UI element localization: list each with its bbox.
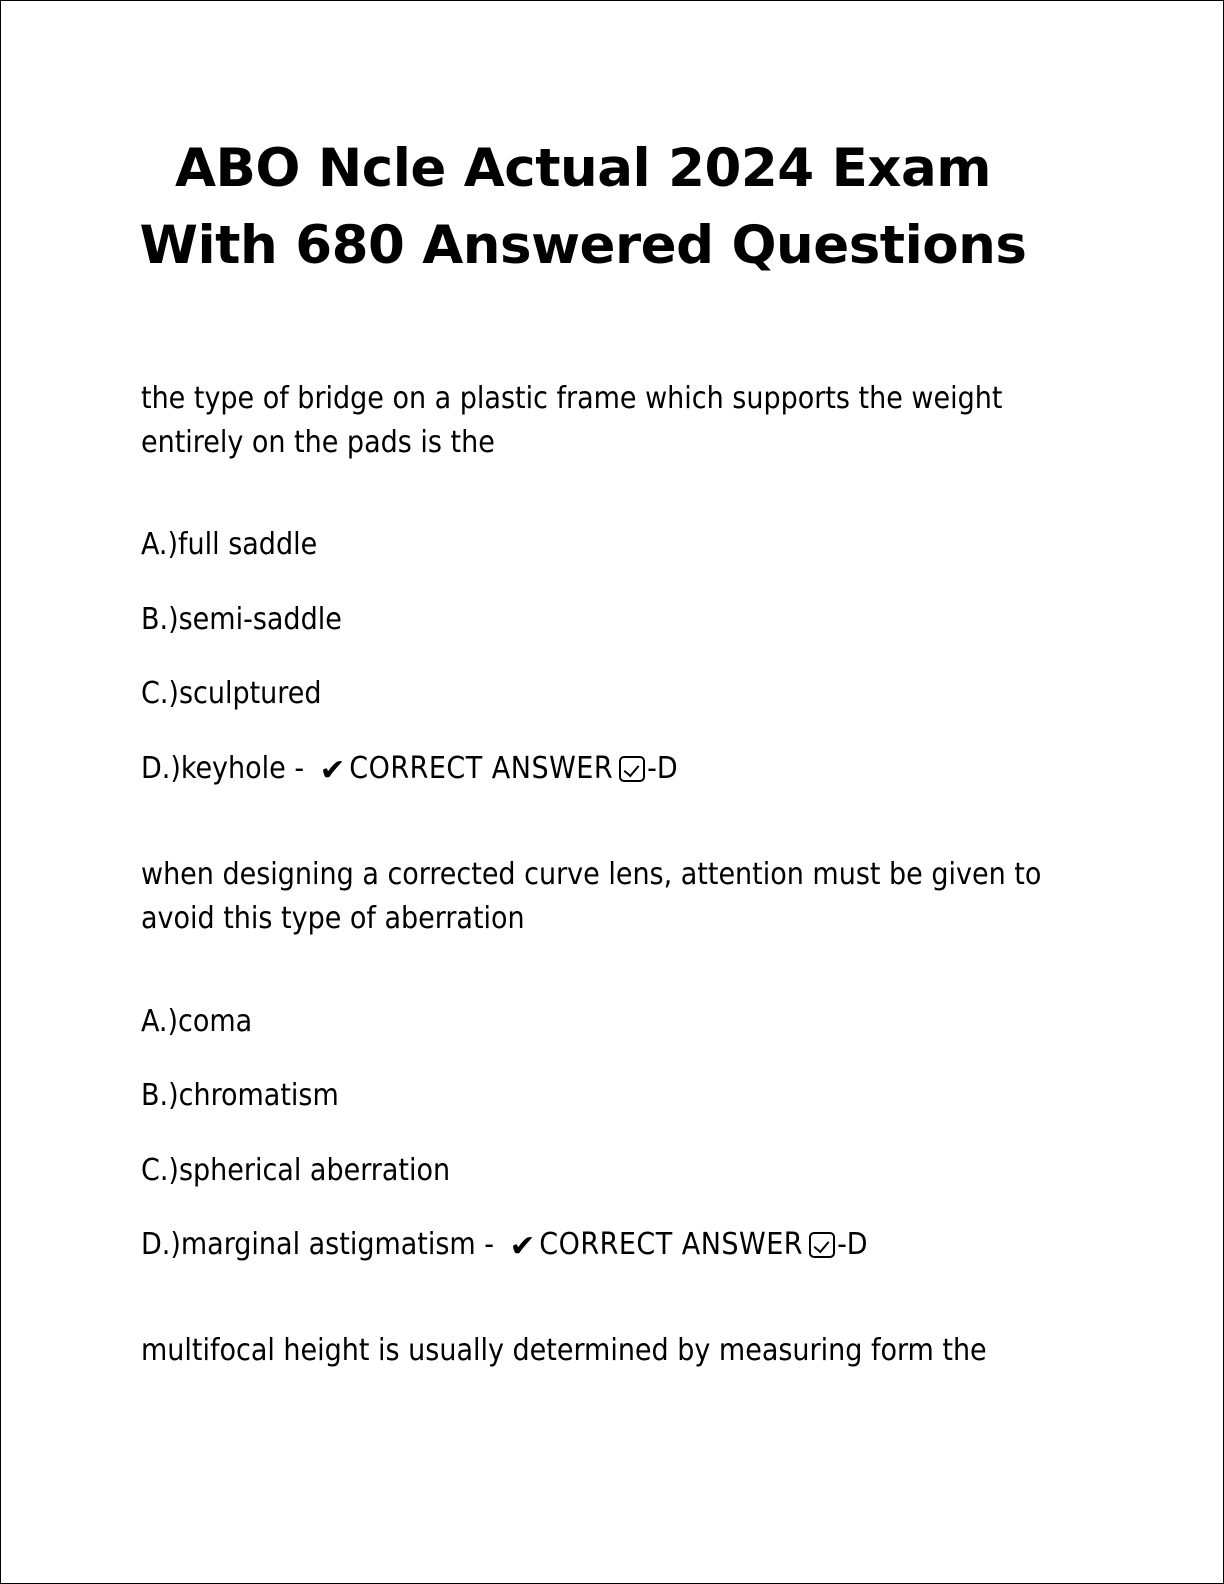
answer-choice-label: D.)keyhole - (141, 750, 313, 786)
answer-choice (141, 1193, 1085, 1267)
correct-answer-label: CORRECT ANSWER (539, 1226, 804, 1262)
answer-choice-label: D.)marginal astigmatism - (141, 1226, 503, 1262)
answer-choice: B.)semi-saddle (141, 601, 342, 637)
page-title-line-2: With 680 Answered Questions (139, 214, 1027, 276)
answer-choice: C.)spherical aberration (141, 1152, 451, 1188)
question-text: multifocal height is usually determined by measuring form the (141, 1333, 987, 1369)
block-spacer (141, 791, 1085, 853)
check-icon: ✔ (319, 752, 346, 788)
page-title (123, 1, 1043, 285)
answer-choice: B.)chromatism (141, 1078, 339, 1114)
checkbox-checked-icon (619, 756, 645, 782)
answer-choice: A.)coma (141, 1003, 253, 1039)
page-title-line-1: ABO Ncle Actual 2024 Exam (175, 138, 991, 199)
correct-answer-letter: -D (647, 750, 678, 786)
correct-answer-letter: -D (837, 1226, 868, 1262)
answer-choice: A.)full saddle (141, 527, 318, 563)
checkbox-checked-icon (809, 1232, 835, 1258)
check-icon: ✔ (509, 1228, 536, 1264)
question-text: the type of bridge on a plastic frame which supports the weight entirely on the pads is the (141, 380, 1003, 461)
correct-answer-marker (503, 1227, 868, 1262)
question-block (141, 1329, 1085, 1373)
correct-answer-label: CORRECT ANSWER (349, 750, 614, 786)
question-block (141, 377, 1085, 791)
answer-choice (141, 717, 1085, 791)
question-text: when designing a corrected curve lens, attention must be given to avoid this type of aberration (141, 857, 1042, 937)
question-block (141, 853, 1085, 1267)
answer-choice: C.)sculptured (141, 676, 322, 712)
block-spacer (141, 1267, 1085, 1329)
correct-answer-marker (313, 751, 678, 786)
document-content (141, 1, 1085, 1374)
